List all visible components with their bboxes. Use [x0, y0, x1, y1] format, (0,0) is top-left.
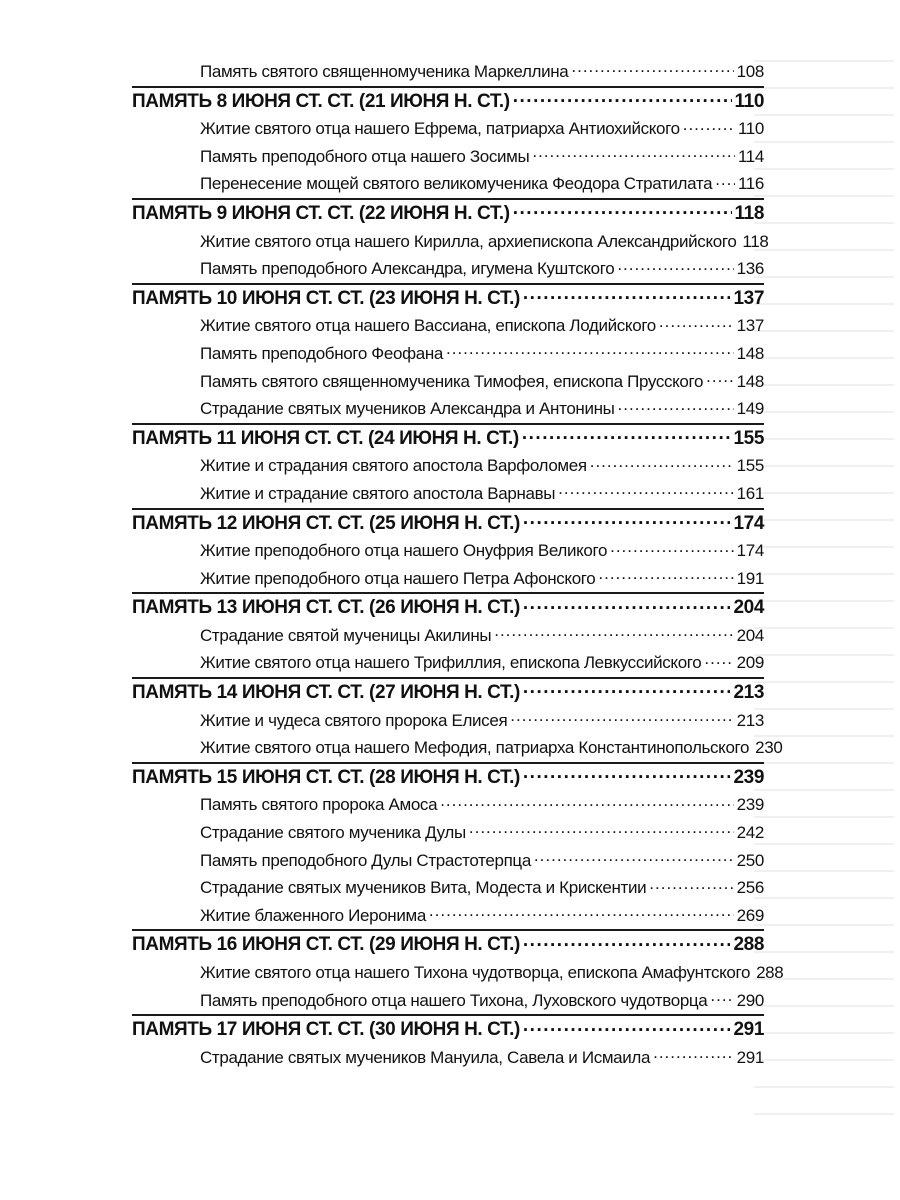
dot-leader [571, 60, 733, 77]
toc-entry [132, 143, 764, 171]
page-number: 155 [736, 456, 764, 476]
dot-leader [440, 793, 733, 810]
toc-entry [132, 58, 764, 86]
dot-leader [598, 567, 733, 584]
toc-section-heading [132, 508, 764, 538]
dot-leader [446, 342, 734, 359]
toc-entry [132, 1044, 764, 1072]
page-number: 191 [736, 568, 764, 588]
dot-leader [523, 1016, 731, 1035]
page-number: 204 [733, 597, 764, 619]
dot-leader [706, 370, 734, 387]
page-number: 155 [733, 427, 764, 449]
section-date-title: ПАМЯТЬ 8 ИЮНЯ СТ. СТ. (21 ИЮНЯ Н. СТ.) [132, 90, 510, 112]
dot-leader [532, 145, 735, 162]
dot-leader [523, 679, 731, 698]
toc-section-heading [132, 762, 764, 792]
section-date-title: ПАМЯТЬ 14 ИЮНЯ СТ. СТ. (27 ИЮНЯ Н. СТ.) [132, 682, 520, 704]
entry-title: Житие преподобного отца нашего Петра Афонского [200, 568, 596, 588]
page-number: 291 [733, 1019, 764, 1041]
dot-leader [523, 594, 731, 613]
toc-entry [132, 340, 764, 368]
page-number: 161 [736, 483, 764, 503]
page-number: 137 [736, 316, 764, 336]
entry-title: Память преподобного Дулы Страстотерпца [200, 850, 531, 870]
toc-section-heading [132, 929, 764, 959]
toc-section-heading [132, 86, 764, 116]
page-number: 269 [736, 905, 764, 925]
section-date-title: ПАМЯТЬ 10 ИЮНЯ СТ. СТ. (23 ИЮНЯ Н. СТ.) [132, 287, 520, 309]
page-number: 213 [733, 682, 764, 704]
page-number: 290 [736, 990, 764, 1010]
section-date-title: ПАМЯТЬ 16 ИЮНЯ СТ. СТ. (29 ИЮНЯ Н. СТ.) [132, 934, 520, 956]
dot-leader [618, 397, 734, 414]
dot-leader [523, 285, 731, 304]
entry-title: Память преподобного Феофана [200, 343, 443, 363]
page-number: 108 [736, 62, 764, 81]
toc-entry [132, 395, 764, 423]
dot-leader [653, 1046, 734, 1063]
dot-leader [494, 624, 733, 641]
section-date-title: ПАМЯТЬ 13 ИЮНЯ СТ. СТ. (26 ИЮНЯ Н. СТ.) [132, 597, 520, 619]
toc-entry [132, 170, 764, 198]
page-number: 230 [755, 738, 783, 758]
page-number: 149 [736, 399, 764, 419]
entry-title: Память святого священномученика Тимофея, епископа Прусского [200, 371, 704, 391]
page-number: 118 [742, 231, 769, 251]
entry-title: Память преподобного отца нашего Тихона, Луховского чудотворца [200, 990, 708, 1010]
toc-entry [132, 847, 764, 875]
entry-title: Житие блаженного Иеронима [200, 905, 426, 925]
toc-entry [132, 228, 769, 256]
page-number: 174 [733, 512, 764, 534]
entry-title: Житие святого отца нашего Мефодия, патриарха Константинопольского [200, 738, 750, 758]
entry-title: Перенесение мощей святого великомученика Феодора Стратилата [200, 174, 713, 194]
page-number: 239 [736, 795, 764, 815]
toc-entry [132, 874, 764, 902]
toc-section-heading [132, 283, 764, 313]
page-number: 116 [737, 174, 764, 194]
section-date-title: ПАМЯТЬ 11 ИЮНЯ СТ. СТ. (24 ИЮНЯ Н. СТ.) [132, 427, 519, 449]
toc-section-heading [132, 592, 764, 622]
dot-leader [683, 117, 735, 134]
dot-leader [523, 510, 731, 529]
page-number: 213 [736, 710, 764, 730]
table-of-contents [132, 58, 784, 1071]
toc-entry [132, 902, 764, 930]
toc-entry [132, 565, 764, 593]
toc-entry [132, 649, 764, 677]
dot-leader [513, 200, 732, 219]
dot-leader [715, 172, 735, 189]
page-number: 242 [736, 823, 764, 843]
entry-title: Житие святого отца нашего Ефрема, патриарха Антиохийского [200, 119, 680, 139]
dot-leader [704, 651, 733, 668]
dot-leader [513, 88, 732, 107]
dot-leader [659, 314, 734, 331]
entry-title: Житие и чудеса святого пророка Елисея [200, 710, 508, 730]
dot-leader [558, 482, 734, 499]
toc-entry [132, 622, 764, 650]
entry-title: Память святого пророка Амоса [200, 795, 438, 815]
entry-title: Память преподобного Александра, игумена Куштского [200, 259, 615, 279]
dot-leader [469, 821, 734, 838]
entry-title: Память преподобного отца нашего Зосимы [200, 146, 530, 166]
toc-entry [132, 791, 764, 819]
entry-title: Страдание святых мучеников Вита, Модеста и Крискентии [200, 878, 647, 898]
dot-leader [523, 931, 731, 950]
dot-leader [522, 425, 731, 444]
dot-leader [523, 764, 731, 783]
toc-entry [132, 819, 764, 847]
entry-title: Житие святого отца нашего Трифиллия, епископа Левкуссийского [200, 653, 702, 673]
entry-title: Страдание святой мученицы Акилины [200, 625, 492, 645]
entry-title: Житие святого отца нашего Вассиана, епископа Лодийского [200, 316, 656, 336]
dot-leader [590, 454, 734, 471]
dot-leader [649, 876, 733, 893]
entry-title: Житие и страдание святого апостола Варнавы [200, 483, 556, 503]
entry-title: Память святого священномученика Маркеллина [200, 62, 569, 81]
page-number: 110 [737, 119, 764, 139]
entry-title: Житие святого отца нашего Кирилла, архиепископа Александрийского [200, 231, 737, 251]
page-number: 114 [737, 146, 764, 166]
page-number: 209 [736, 653, 764, 673]
entry-title: Страдание святых мучеников Мануила, Савела и Исмаила [200, 1047, 651, 1067]
toc-entry [132, 537, 764, 565]
page-number: 288 [733, 934, 764, 956]
toc-entry [132, 480, 764, 508]
toc-entry [132, 959, 784, 987]
toc-entry [132, 368, 764, 396]
page-number: 250 [736, 850, 764, 870]
dot-leader [710, 989, 733, 1006]
page-number: 174 [736, 541, 764, 561]
toc-entry [132, 734, 783, 762]
entry-title: Страдание святых мучеников Александра и Антонины [200, 399, 615, 419]
page-number: 256 [736, 878, 764, 898]
section-date-title: ПАМЯТЬ 17 ИЮНЯ СТ. СТ. (30 ИЮНЯ Н. СТ.) [132, 1019, 520, 1041]
section-date-title: ПАМЯТЬ 12 ИЮНЯ СТ. СТ. (25 ИЮНЯ Н. СТ.) [132, 512, 520, 534]
section-date-title: ПАМЯТЬ 9 ИЮНЯ СТ. СТ. (22 ИЮНЯ Н. СТ.) [132, 202, 510, 224]
page-number: 239 [733, 766, 764, 788]
dot-leader [610, 539, 734, 556]
page-number: 137 [733, 287, 764, 309]
section-date-title: ПАМЯТЬ 15 ИЮНЯ СТ. СТ. (28 ИЮНЯ Н. СТ.) [132, 766, 520, 788]
toc-entry [132, 987, 764, 1015]
toc-section-heading [132, 198, 764, 228]
dot-leader [510, 709, 733, 726]
page-number: 148 [736, 343, 764, 363]
entry-title: Житие преподобного отца нашего Онуфрия Великого [200, 541, 608, 561]
toc-entry [132, 452, 764, 480]
toc-section-heading [132, 1014, 764, 1044]
page-number: 136 [736, 259, 764, 279]
entry-title: Страдание святого мученика Дулы [200, 823, 466, 843]
dot-leader [534, 849, 734, 866]
entry-title: Житие святого отца нашего Тихона чудотворца, епископа Амафунтского [200, 963, 751, 982]
page-number: 118 [734, 202, 764, 224]
entry-title: Житие и страдания святого апостола Варфоломея [200, 456, 587, 476]
toc-entry [132, 707, 764, 735]
page-number: 288 [756, 963, 784, 982]
toc-entry [132, 115, 764, 143]
toc-section-heading [132, 423, 764, 453]
toc-section-heading [132, 677, 764, 707]
page-number: 148 [736, 371, 764, 391]
toc-entry [132, 312, 764, 340]
page-number: 110 [734, 90, 764, 112]
toc-entry [132, 255, 764, 283]
page-number: 291 [736, 1047, 764, 1067]
page-number: 204 [736, 625, 764, 645]
dot-leader [429, 904, 734, 921]
dot-leader [617, 257, 733, 274]
